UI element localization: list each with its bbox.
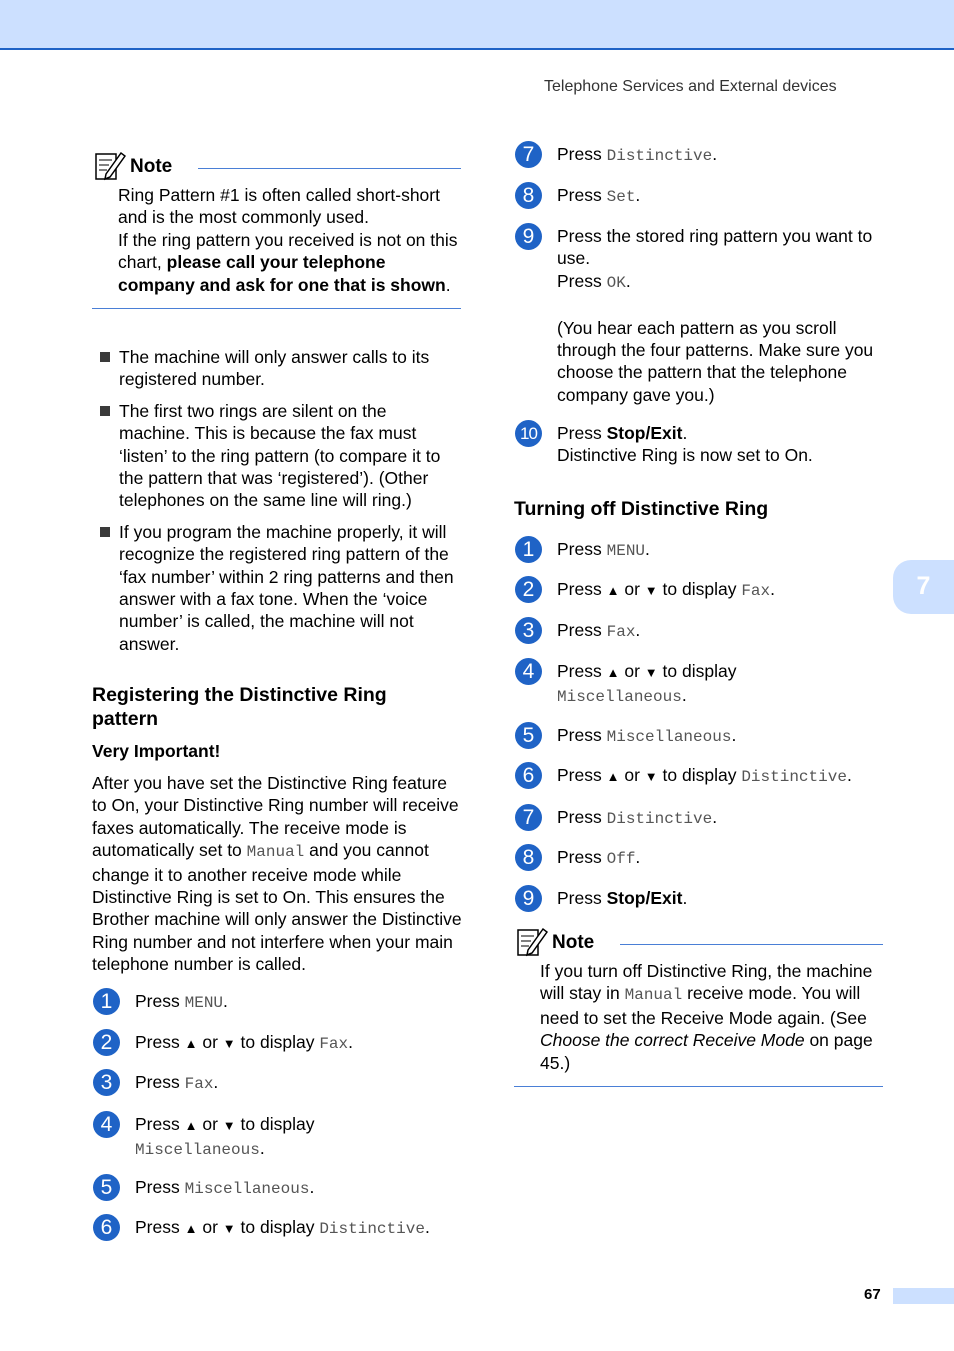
note-label: Note	[552, 932, 595, 953]
up-arrow-icon: ▲	[606, 583, 620, 598]
bullet-list	[100, 346, 462, 664]
page-number-bar	[893, 1288, 954, 1304]
step-number-badge: 4	[515, 658, 542, 685]
note-bottom-rule	[514, 1086, 883, 1087]
note-bottom-rule	[92, 308, 461, 309]
note-rule	[620, 944, 883, 945]
step-number-badge: 10	[515, 420, 542, 447]
step-number-badge: 3	[93, 1069, 120, 1096]
down-arrow-icon: ▼	[222, 1221, 236, 1236]
step-number-badge: 1	[515, 536, 542, 563]
step-number-badge: 5	[93, 1174, 120, 1201]
step-number-badge: 6	[515, 762, 542, 789]
body-paragraph: After you have set the Distinctive Ring feature to On, your Distinctive Ring number will receive faxes automatically. The receive mode is automatically set to Manual and you cannot change it to another receive mode while Distinctive Ring is set to On. This ensures the Brother machine will only answer the Distinctive Ring number and not interfere when your main telephone number is called.	[92, 773, 462, 975]
step-number-badge: 9	[515, 885, 542, 912]
bullet-square-icon	[100, 352, 110, 362]
down-arrow-icon: ▼	[644, 665, 658, 680]
running-header: Telephone Services and External devices	[544, 78, 837, 95]
step-number-badge: 2	[93, 1029, 120, 1056]
step-number-badge: 2	[515, 576, 542, 603]
up-arrow-icon: ▲	[606, 665, 620, 680]
page-number: 67	[864, 1286, 881, 1303]
top-banner	[0, 0, 954, 50]
list-item: If you program the machine properly, it will recognize the registered ring pattern of the ‘fax number’ within 2 ring patterns and then answer with a fax tone. When the ‘voice number’ is called, the machine will not answer.	[100, 521, 462, 655]
section-title-register: Registering the Distinctive Ring pattern	[92, 684, 387, 730]
section-title-turning-off: Turning off Distinctive Ring	[514, 498, 769, 520]
note-pencil-icon	[516, 926, 548, 958]
step-number-badge: 1	[93, 988, 120, 1015]
bullet-square-icon	[100, 406, 110, 416]
down-arrow-icon: ▼	[222, 1118, 236, 1133]
list-item: The first two rings are silent on the machine. This is because the fax must ‘listen’ to the ring pattern (to compare it to the pattern that was ‘registered’). (Other telephones on the same line will ring.)	[100, 400, 462, 512]
note-text: If you turn off Distinctive Ring, the machine will stay in Manual receive mode. You will need to set the Receive Mode again. (See Choose the correct Receive Mode on page 45.)	[540, 961, 873, 1073]
up-arrow-icon: ▲	[184, 1118, 198, 1133]
note-box-right	[516, 926, 883, 1087]
note-box-left	[94, 150, 461, 309]
step-number-badge: 8	[515, 182, 542, 209]
step-number-badge: 8	[515, 844, 542, 871]
note-label: Note	[130, 156, 173, 177]
up-arrow-icon: ▲	[184, 1036, 198, 1051]
subheading-important: Very Important!	[92, 741, 221, 761]
step-number-badge: 5	[515, 722, 542, 749]
note-text: Ring Pattern #1 is often called short-short and is the most commonly used.	[118, 185, 440, 228]
step-number-badge: 6	[93, 1214, 120, 1241]
up-arrow-icon: ▲	[606, 769, 620, 784]
down-arrow-icon: ▼	[644, 769, 658, 784]
up-arrow-icon: ▲	[184, 1221, 198, 1236]
down-arrow-icon: ▼	[644, 583, 658, 598]
chapter-tab: 7	[893, 560, 954, 614]
note-pencil-icon	[94, 150, 126, 182]
note-rule	[198, 168, 461, 169]
note-text: If the ring pattern you received is not on this chart, please call your telephone company and ask for one that is shown.	[118, 229, 458, 295]
step-number-badge: 7	[515, 141, 542, 168]
step-number-badge: 9	[515, 223, 542, 250]
down-arrow-icon: ▼	[222, 1036, 236, 1051]
bullet-square-icon	[100, 527, 110, 537]
list-item: The machine will only answer calls to its registered number.	[100, 346, 462, 391]
step-number-badge: 3	[515, 617, 542, 644]
step-number-badge: 7	[515, 804, 542, 831]
step-number-badge: 4	[93, 1111, 120, 1138]
